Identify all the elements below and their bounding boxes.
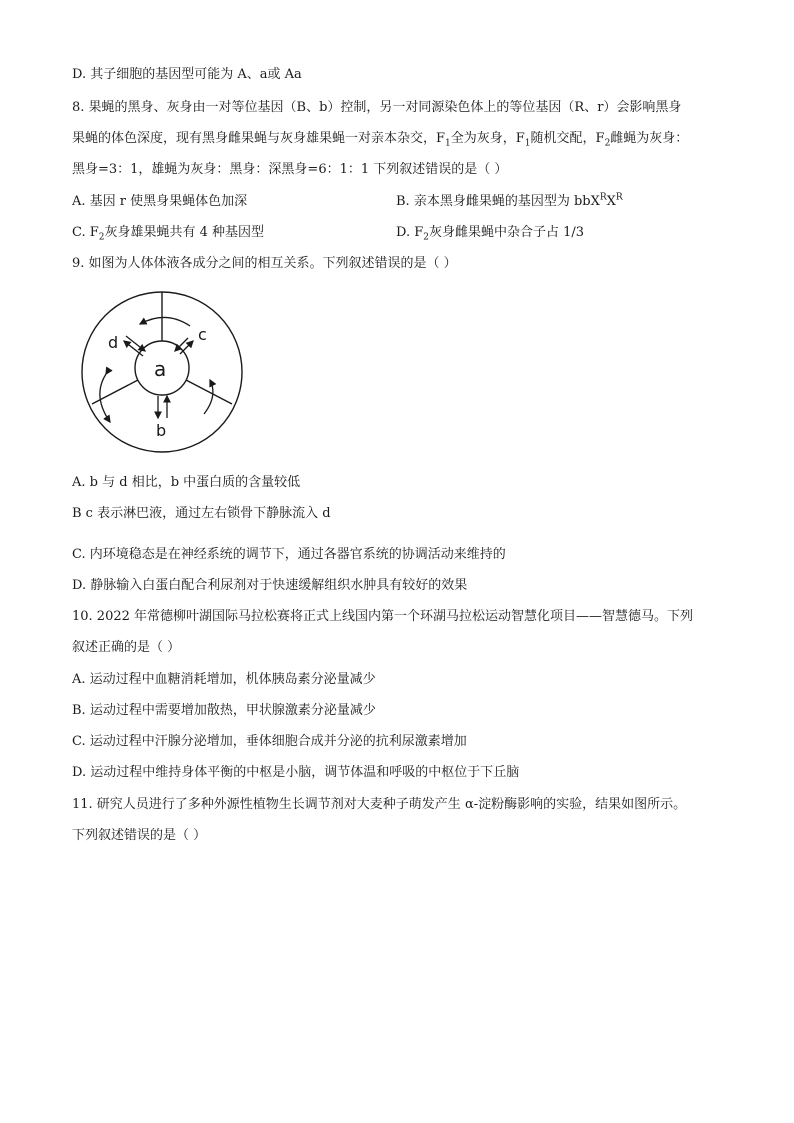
q9-stem: 9. 如图为人体体液各成分之间的相互关系。下列叙述错误的是（ ） xyxy=(72,256,457,271)
q8-stem-line-3: 黑身=3：1，雄蝇为灰身：黑身：深黑身=6：1：1 下列叙述错误的是（ ） xyxy=(72,162,508,177)
label-b: b xyxy=(156,421,167,440)
divider-left xyxy=(92,380,138,404)
label-a: a xyxy=(154,357,167,381)
q9-option-d: D. 静脉输入白蛋白配合利尿剂对于快速缓解组织水肿具有较好的效果 xyxy=(72,578,468,593)
arrow-a-to-c xyxy=(180,341,193,354)
q10-stem-line-2: 叙述正确的是（ ） xyxy=(72,640,181,655)
body-fluid-diagram xyxy=(78,288,248,456)
q8-stem-line-1: 8. 果蝇的黑身、灰身由一对等位基因（B、b）控制，另一对同源染色体上的等位基因（R、r）会影响黑身 xyxy=(72,100,682,115)
q10-stem-line-1: 10. 2022 年常德柳叶湖国际马拉松赛将正式上线国内第一个环湖马拉松运动智慧化项目——智慧德马。下列 xyxy=(72,609,694,624)
arrow-d-to-a xyxy=(126,336,145,351)
arrow-c-to-d xyxy=(140,317,190,326)
q9-option-b: B c 表示淋巴液，通过左右锁骨下静脉流入 d xyxy=(72,506,331,521)
q10-option-d: D. 运动过程中维持身体平衡的中枢是小脑，调节体温和呼吸的中枢位于下丘脑 xyxy=(72,765,520,780)
q11-stem-line-2: 下列叙述错误的是（ ） xyxy=(72,828,207,843)
arrow-right-circulation xyxy=(204,380,213,414)
q7-option-d: D. 其子细胞的基因型可能为 A、a或 Aa xyxy=(72,67,302,82)
label-d: d xyxy=(108,333,119,352)
q9-option-a: A. b 与 d 相比，b 中蛋白质的含量较低 xyxy=(72,475,301,490)
q10-option-c: C. 运动过程中汗腺分泌增加，垂体细胞合成并分泌的抗利尿激素增加 xyxy=(72,734,467,749)
label-c: c xyxy=(198,325,207,344)
q8-option-a: A. 基因 r 使黑身果蝇体色加深 xyxy=(72,194,248,209)
q11-stem-line-1: 11. 研究人员进行了多种外源性植物生长调节剂对大麦种子萌发产生 α-淀粉酶影响的实验，结果如图所示。 xyxy=(72,797,687,812)
q8-option-c: C. $F_2$灰身雄果蝇共有 4 种基因型 xyxy=(72,225,265,243)
q8-option-d: D. $F_2$灰身雌果蝇中杂合子占 1/3 xyxy=(396,225,585,243)
q8-option-b: B. 亲本黑身雌果蝇的基因型为 $bbX^RX^R$ xyxy=(396,192,623,209)
arrow-a-to-d xyxy=(124,341,143,356)
q8-stem-line-2: 果蝇的体色深度，现有黑身雌果蝇与灰身雄果蝇一对亲本杂交，$F_1$全为灰身，$F_1$随机交配，$F_2$雌蝇为灰身： xyxy=(72,131,689,149)
q9-option-c: C. 内环境稳态是在神经系统的调节下，通过各器官系统的协调活动来维持的 xyxy=(72,547,506,562)
q10-option-b: B. 运动过程中需要增加散热，甲状腺激素分泌量减少 xyxy=(72,703,376,718)
q10-option-a: A. 运动过程中血糖消耗增加，机体胰岛素分泌量减少 xyxy=(72,672,376,687)
divider-right xyxy=(186,380,232,404)
